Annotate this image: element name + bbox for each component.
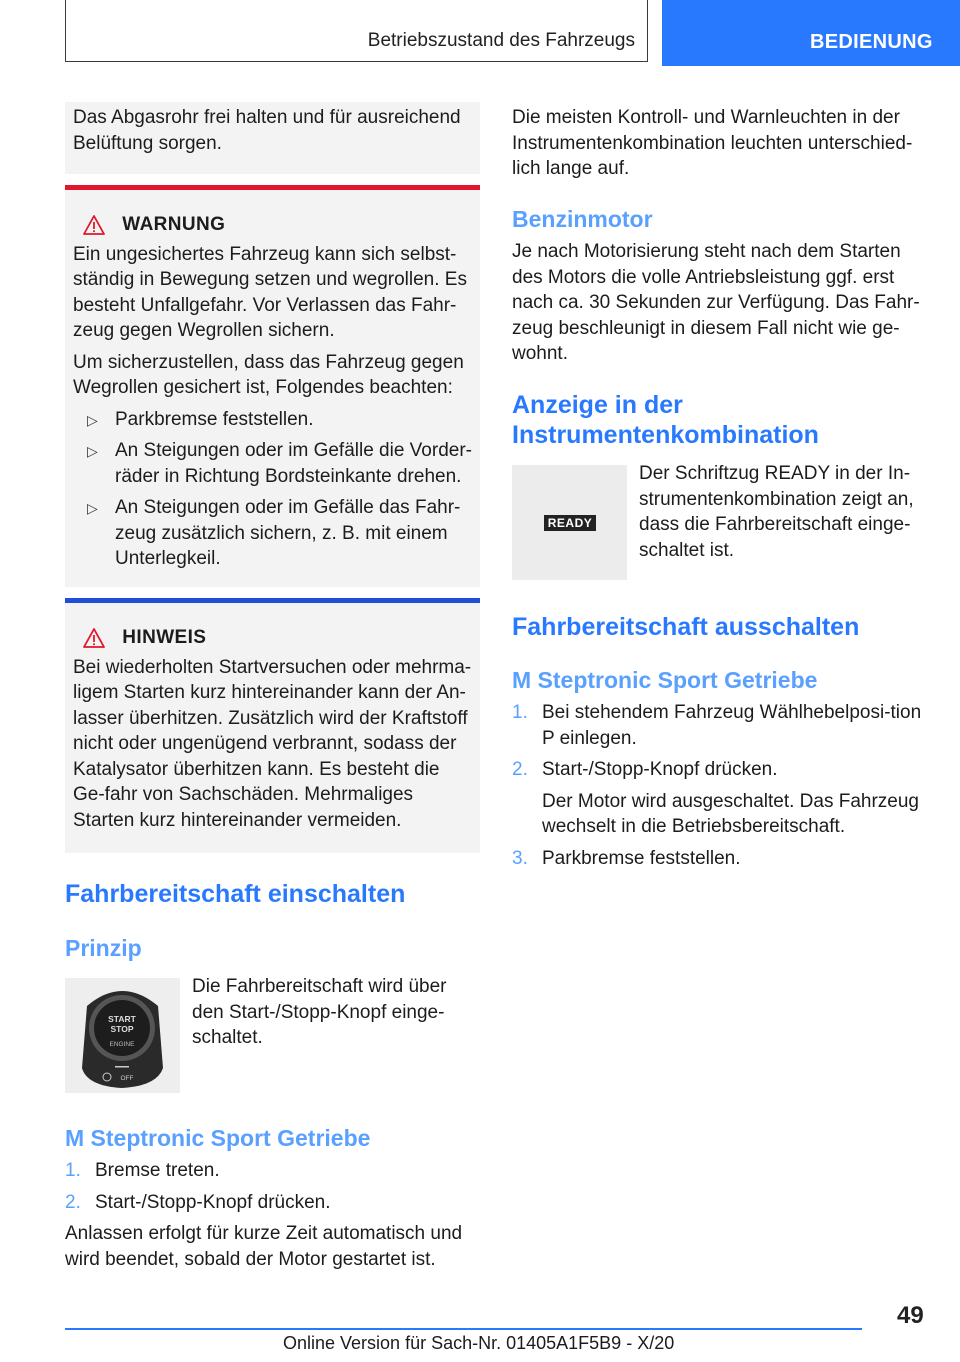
bullet-triangle-icon: ▷ bbox=[87, 443, 98, 459]
steps-list-left bbox=[65, 1158, 480, 1272]
footer-text: Online Version für Sach-Nr. 01405A1F5B9 - X/20 bbox=[283, 1333, 675, 1353]
heading-getriebe-left: M Steptronic Sport Getriebe bbox=[65, 1125, 371, 1151]
note-text: Bei wiederholten Startversuchen oder mehrma-ligem Starten kurz hintereinander kann der An-lasser überhitzen. Zusätzlich wird der Kraftstoff nicht oder ungenügend verbrannt, sodass der Katalysator überhitzen kann. Es besteht die Ge-fahr von Sachschäden. Mehrmaliges Starten kurz hintereinander vermeiden. bbox=[73, 656, 472, 831]
steps-list-right bbox=[512, 700, 927, 871]
warning-bullet-item: ▷ An Steigungen oder im Gefälle die Vorder-räder in Richtung Bordsteinkante drehen. bbox=[87, 440, 472, 487]
start-stop-button-icon bbox=[65, 978, 180, 1093]
warning-triangle-icon bbox=[83, 215, 105, 235]
heading-anzeige-line2: Instrumentenkombination bbox=[512, 421, 819, 449]
prinzip-text: Die Fahrbereitschaft wird über den Start-/Stopp-Knopf einge-schaltet. bbox=[192, 976, 447, 1048]
warning-header bbox=[83, 212, 472, 238]
warning-bullet-item: ▷ Parkbremse feststellen. bbox=[73, 407, 472, 433]
header-chapter-tab bbox=[662, 0, 960, 66]
bullet-triangle-icon: ▷ bbox=[87, 500, 98, 516]
footer-divider bbox=[65, 1328, 862, 1330]
start-stop-button-image bbox=[65, 978, 180, 1093]
list-item: 1. Bremse treten. bbox=[65, 1160, 220, 1181]
svg-text:OFF: OFF bbox=[120, 1075, 134, 1082]
ready-label: READY bbox=[544, 515, 596, 531]
bullet-triangle-icon: ▷ bbox=[87, 411, 98, 428]
heading-ausschalten: Fahrbereitschaft ausschalten bbox=[512, 613, 860, 641]
heading-benzinmotor: Benzinmotor bbox=[512, 206, 653, 232]
list-item: 1. Bei stehendem Fahrzeug Wählhebelposi-tion P einlegen. bbox=[512, 702, 922, 749]
page-number: 49 bbox=[897, 1302, 924, 1329]
ready-display-image bbox=[512, 465, 627, 580]
right-intro-text: Die meisten Kontroll- und Warnleuchten in der Instrumentenkombination leuchten unterschied-lich lange auf. bbox=[512, 107, 913, 179]
benzin-text: Je nach Motorisierung steht nach dem Starten des Motors die volle Antriebsleistung ggf. erst nach ca. 30 Sekunden zur Verfügung. Das Fahr-zeug beschleunigt in diesem Fall nicht wie ge-wohnt. bbox=[512, 241, 920, 364]
list-item-subtext: Der Motor wird ausgeschaltet. Das Fahrzeug wechselt in die Betriebsbereitschaft. bbox=[542, 790, 919, 837]
header-section-box bbox=[65, 0, 648, 62]
intro-box bbox=[65, 102, 480, 174]
heading-einschalten: Fahrbereitschaft einschalten bbox=[65, 880, 406, 908]
svg-text:ENGINE: ENGINE bbox=[109, 1041, 135, 1048]
list-item: 2. Start-/Stopp-Knopf drücken. bbox=[65, 1191, 331, 1213]
header-chapter-title: BEDIENUNG bbox=[810, 31, 933, 53]
header-section-title: Betriebszustand des Fahrzeugs bbox=[367, 30, 635, 51]
warning-paragraph-2: Um sicherzustellen, dass das Fahrzeug gegen Wegrollen gesichert ist, Folgendes beachten: bbox=[73, 351, 464, 398]
note-title: HINWEIS bbox=[122, 627, 207, 648]
note-header bbox=[83, 625, 472, 651]
warning-bullet-item: ▷ An Steigungen oder im Gefälle das Fahr-zeug zusätzlich sichern, z. B. mit einem Unterlegkeil. bbox=[87, 497, 461, 569]
warning-box bbox=[65, 190, 480, 587]
outro-text: Anlassen erfolgt für kurze Zeit automatisch und wird beendet, sobald der Motor gestartet ist. bbox=[65, 1223, 463, 1270]
intro-text: Das Abgasrohr frei halten und für ausreichend Belüftung sorgen. bbox=[73, 107, 461, 154]
heading-getriebe-right: M Steptronic Sport Getriebe bbox=[512, 667, 818, 693]
svg-text:STOP: STOP bbox=[110, 1024, 134, 1034]
anzeige-text: Der Schriftzug READY in der In-strumentenkombination zeigt an, dass die Fahrbereitschaft einge-schaltet ist. bbox=[639, 463, 914, 561]
list-item: 2. Start-/Stopp-Knopf drücken. Der Motor wird ausgeschaltet. Das Fahrzeug wechselt in die Betriebsbereitschaft. bbox=[512, 757, 927, 840]
heading-anzeige-line1: Anzeige in der bbox=[512, 391, 683, 419]
warning-triangle-icon bbox=[83, 628, 105, 648]
heading-prinzip: Prinzip bbox=[65, 935, 142, 961]
warning-paragraph-1: Ein ungesichertes Fahrzeug kann sich selbst-ständig in Bewegung setzen und wegrollen. Es besteht Unfallgefahr. Vor Verlassen das Fahr-zeug gegen Wegrollen sichern. bbox=[73, 243, 467, 341]
note-box bbox=[65, 603, 480, 853]
list-item: 3. Parkbremse feststellen. bbox=[512, 847, 741, 869]
svg-text:START: START bbox=[108, 1014, 136, 1024]
warning-title: WARNUNG bbox=[122, 214, 226, 235]
